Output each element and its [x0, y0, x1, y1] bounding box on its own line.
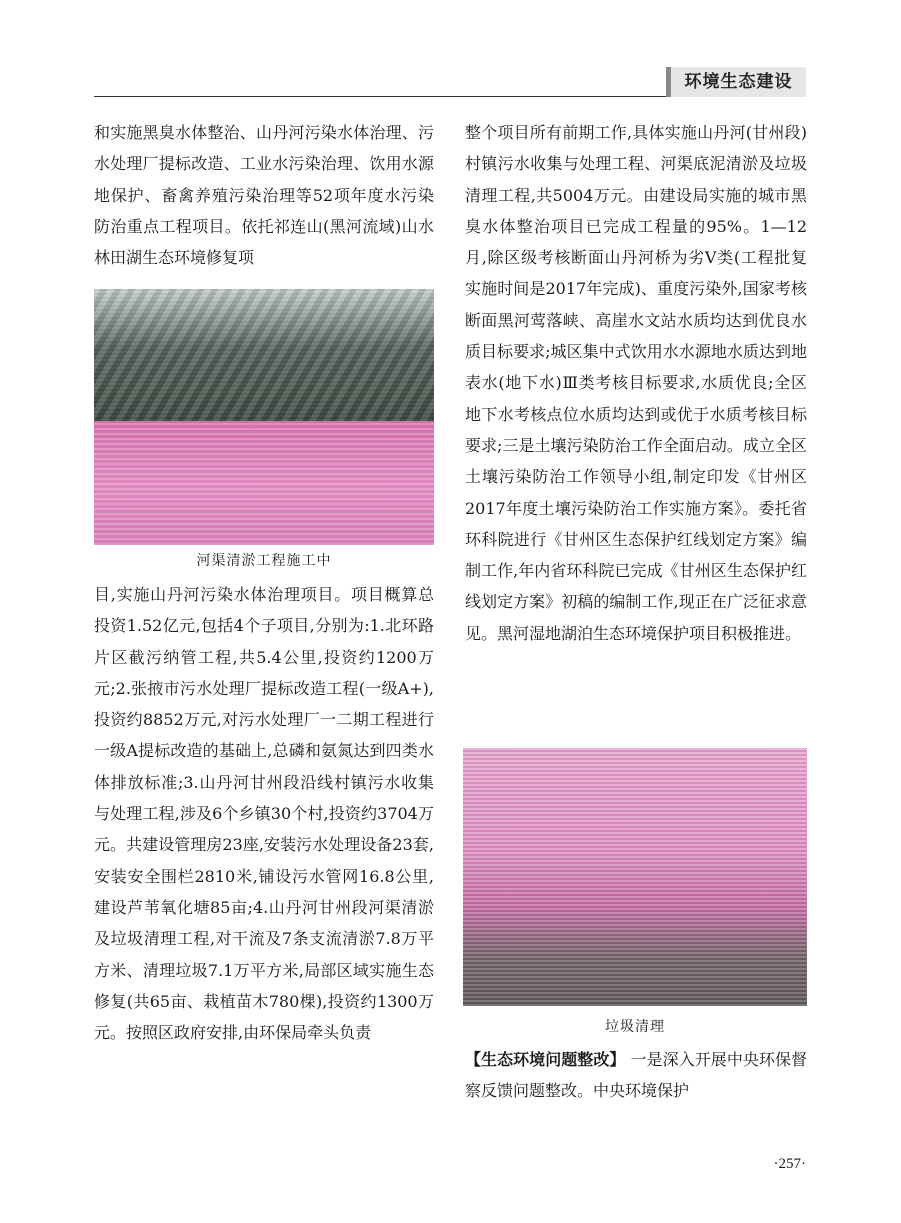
section-title: 环境生态建设 — [666, 67, 806, 97]
body-text: 一是深入开展中央环保督察反馈问题整改。中央环境保护 — [465, 1050, 807, 1101]
right-column-top — [465, 117, 807, 649]
body-paragraph: 整个项目所有前期工作,具体实施山丹河(甘州段)村镇污水收集与处理工程、河渠底泥清淤及垃圾清理工程,共5004万元。由建设局实施的城市黑臭水体整治项目已完成工程量的95%。1—12月,除区级考核断面山丹河桥为劣Ⅴ类(工程批复实施时间是2017年完成)、重度污染外,国家考核断面黑河莺落峡、高崖水文站水质均达到优良水质目标要求;城区集中式饮用水水源地水质达到地表水(地下水)Ⅲ类考核目标要求,水质优良;全区地下水考核点位水质均达到或优于水质考核目标要求;三是土壤污染防治工作全面启动。成立全区土壤污染防治工作领导小组,制定印发《甘州区2017年度土壤污染防治工作实施方案》。委托省环科院进行《甘州区生态保护红线划定方案》编制工作,年内省环科院已完成《甘州区生态保护红线划定方案》初稿的编制工作,现正在广泛征求意见。黑河湿地湖泊生态环境保护项目积极推进。 — [465, 123, 807, 643]
photo-scene — [463, 748, 807, 1006]
photo-embankment-region — [94, 289, 434, 421]
body-paragraph: 目,实施山丹河污染水体治理项目。项目概算总投资1.52亿元,包括4个子项目,分别为:1.北环路片区截污纳管工程,共5.4公里,投资约1200万元;2.张掖市污水处理厂提标改造工程(一级A+),投资约8852万元,对污水处理厂一二期工程进行一级A提标改造的基础上,总磷和氨氮达到四类水体排放标准;3.山丹河甘州段沿线村镇污水收集与处理工程,涉及6个乡镇30个村,投资约3704万元。共建设管理房23座,安装污水处理设备23套,安装安全围栏2810米,铺设污水管网16.8公里,建设芦苇氧化塘85亩;4.山丹河甘州段河渠清淤及垃圾清理工程,对干流及7条支流清淤7.8万平方米、清理垃圾7.1万平方米,局部区域实施生态修复(共65亩、栽植苗木780棵),投资约1300万元。按照区政府安排,由环保局牵头负责 — [94, 585, 434, 1043]
body-paragraph: 和实施黑臭水体整治、山丹河污染水体治理、污水处理厂提标改造、工业水污染治理、饮用水源地保护、畜禽养殖污染治理等52项年度水污染防治重点工程项目。依托祁连山(黑河流域)山水林田湖生态环境修复项 — [94, 123, 434, 268]
photo-river-dredging — [94, 289, 434, 545]
section-heading: 【生态环境问题整改】 — [465, 1050, 626, 1069]
photo-caption: 垃圾清理 — [605, 1019, 665, 1035]
photo-caption: 河渠清淤工程施工中 — [196, 553, 332, 569]
left-column-top — [94, 117, 434, 273]
photo-water-region — [94, 421, 434, 545]
right-column-bottom — [465, 1044, 807, 1107]
body-paragraph — [465, 1044, 807, 1107]
photo-garbage-cleanup — [463, 748, 807, 1006]
page-number: ·257· — [773, 1156, 806, 1172]
left-column-bottom — [94, 579, 434, 1048]
